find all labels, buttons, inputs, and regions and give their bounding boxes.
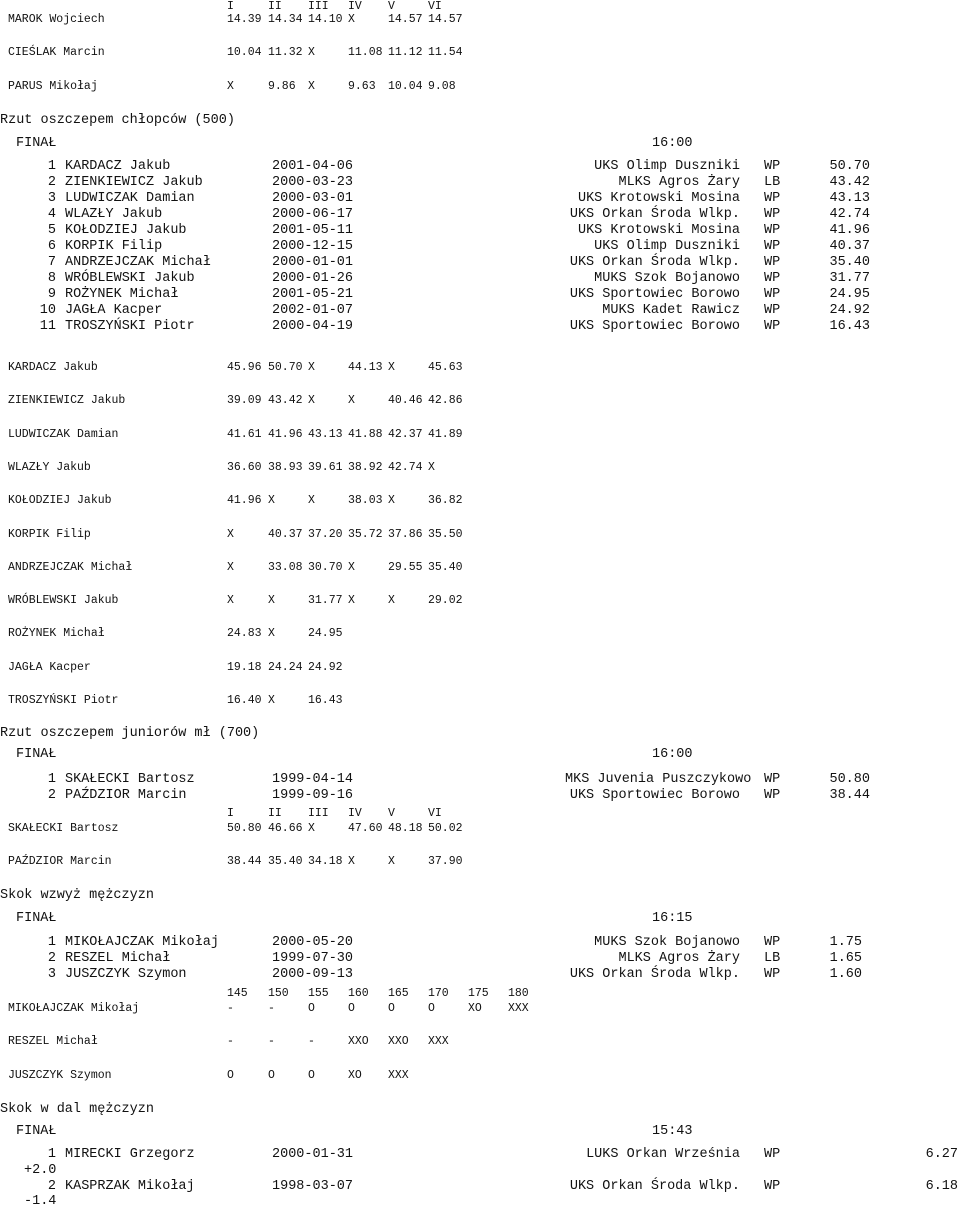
athlete-name: JUSZCZYK Szymon xyxy=(8,1069,112,1082)
height-attempt: XXX xyxy=(388,1069,409,1082)
place: 8 xyxy=(47,271,56,286)
result-value: 1.60 xyxy=(829,967,862,982)
place: 2 xyxy=(47,175,56,190)
club-name: UKS Orkan Środa Wlkp. xyxy=(569,967,740,982)
athlete-name: KOŁODZIEJ Jakub xyxy=(8,494,112,507)
place: 10 xyxy=(39,303,56,318)
attempt-5: 11.12 xyxy=(388,46,423,59)
attempt-2: 43.42 xyxy=(268,394,303,407)
place: 1 xyxy=(47,1147,56,1162)
attempt-3: 43.13 xyxy=(308,428,343,441)
club-name: UKS Sportowiec Borowo xyxy=(569,287,740,302)
birth-date: 1999-09-16 xyxy=(272,788,354,803)
event-title: Rzut oszczepem chłopców (500) xyxy=(0,113,235,128)
height-header: 155 xyxy=(308,987,329,1000)
height-attempt: O xyxy=(428,1002,435,1015)
athlete-name: ANDRZEJCZAK Michał xyxy=(8,561,133,574)
attempt-5: 42.74 xyxy=(388,461,423,474)
attempt-2: 40.37 xyxy=(268,528,303,541)
birth-date: 1999-04-14 xyxy=(272,772,354,787)
place: 6 xyxy=(47,239,56,254)
attempt-4: 41.88 xyxy=(348,428,383,441)
club-name: UKS Olimp Duszniki xyxy=(594,159,740,174)
club-name: MLKS Agros Żary xyxy=(618,175,740,190)
attempt-6: 45.63 xyxy=(428,361,463,374)
athlete-name: KORPIK Filip xyxy=(8,528,91,541)
attempt-3: 31.77 xyxy=(308,594,343,607)
attempt-1: 24.83 xyxy=(227,627,262,640)
attempt-5: X xyxy=(388,594,395,607)
attempt-1: X xyxy=(227,80,234,93)
attempt-5: 37.86 xyxy=(388,528,423,541)
attempt-header-VI: VI xyxy=(428,0,442,13)
result-value: 24.95 xyxy=(829,287,870,302)
place: 2 xyxy=(47,788,56,803)
athlete-name: ANDRZEJCZAK Michał xyxy=(65,255,211,270)
region-code: WP xyxy=(764,788,781,803)
club-name: UKS Sportowiec Borowo xyxy=(569,319,740,334)
birth-date: 2000-03-01 xyxy=(272,191,354,206)
wind-value: +2.0 xyxy=(24,1163,57,1178)
attempt-4: 38.92 xyxy=(348,461,383,474)
attempt-4: X xyxy=(348,855,355,868)
attempt-6: 9.08 xyxy=(428,80,456,93)
height-attempt: O xyxy=(308,1069,315,1082)
place: 2 xyxy=(47,951,56,966)
height-header: 165 xyxy=(388,987,409,1000)
attempt-1: 50.80 xyxy=(227,822,262,835)
attempt-3: 39.61 xyxy=(308,461,343,474)
attempt-5: 29.55 xyxy=(388,561,423,574)
athlete-name: LUDWICZAK Damian xyxy=(65,191,195,206)
club-name: LUKS Orkan Września xyxy=(586,1147,740,1162)
attempt-3: X xyxy=(308,822,315,835)
attempt-5: 10.04 xyxy=(388,80,423,93)
attempt-6: 35.50 xyxy=(428,528,463,541)
attempt-1: 10.04 xyxy=(227,46,262,59)
round-label: FINAŁ xyxy=(16,911,57,926)
athlete-name: WLAZŁY Jakub xyxy=(65,207,163,222)
athlete-name: ROŻYNEK Michał xyxy=(65,287,179,302)
attempt-3: 34.18 xyxy=(308,855,343,868)
attempt-5: X xyxy=(388,361,395,374)
athlete-name: JUSZCZYK Szymon xyxy=(65,967,187,982)
round-label: FINAŁ xyxy=(16,136,57,151)
attempt-2: X xyxy=(268,594,275,607)
club-name: UKS Krotowski Mosina xyxy=(577,223,740,238)
attempt-1: 45.96 xyxy=(227,361,262,374)
height-attempt: XXX xyxy=(508,1002,529,1015)
height-attempt: XXO xyxy=(348,1035,369,1048)
attempt-4: 44.13 xyxy=(348,361,383,374)
region-code: WP xyxy=(764,967,781,982)
birth-date: 2000-01-26 xyxy=(272,271,354,286)
result-value: 6.27 xyxy=(925,1147,958,1162)
attempt-4: X xyxy=(348,13,355,26)
attempt-2: 35.40 xyxy=(268,855,303,868)
result-value: 35.40 xyxy=(829,255,870,270)
attempt-1: X xyxy=(227,561,234,574)
region-code: WP xyxy=(764,223,781,238)
athlete-name: KARDACZ Jakub xyxy=(65,159,171,174)
wind-value: -1.4 xyxy=(24,1194,57,1209)
event-title: Skok w dal mężczyzn xyxy=(0,1102,154,1117)
result-value: 50.70 xyxy=(829,159,870,174)
attempt-header-IV: IV xyxy=(348,0,362,13)
attempt-1: 19.18 xyxy=(227,661,262,674)
attempt-3: 14.10 xyxy=(308,13,343,26)
club-name: UKS Orkan Środa Wlkp. xyxy=(569,255,740,270)
attempt-5: 42.37 xyxy=(388,428,423,441)
athlete-name: MAROK Wojciech xyxy=(8,13,105,26)
attempt-2: 41.96 xyxy=(268,428,303,441)
round-time: 16:00 xyxy=(652,136,693,151)
attempt-2: 33.08 xyxy=(268,561,303,574)
attempt-1: 16.40 xyxy=(227,694,262,707)
athlete-name: WLAZŁY Jakub xyxy=(8,461,91,474)
region-code: WP xyxy=(764,1179,781,1194)
attempt-2: 14.34 xyxy=(268,13,303,26)
attempt-4: X xyxy=(348,561,355,574)
attempt-3: 30.70 xyxy=(308,561,343,574)
attempt-3: X xyxy=(308,80,315,93)
birth-date: 2000-09-13 xyxy=(272,967,354,982)
birth-date: 2000-04-19 xyxy=(272,319,354,334)
height-attempt: - xyxy=(227,1002,234,1015)
athlete-name: TROSZYŃSKI Piotr xyxy=(8,694,119,707)
height-header: 170 xyxy=(428,987,449,1000)
place: 5 xyxy=(47,223,56,238)
event-title: Skok wzwyż mężczyzn xyxy=(0,888,154,903)
birth-date: 2000-01-01 xyxy=(272,255,354,270)
club-name: UKS Krotowski Mosina xyxy=(577,191,740,206)
attempt-3: 37.20 xyxy=(308,528,343,541)
height-attempt: XO xyxy=(468,1002,482,1015)
attempt-3: X xyxy=(308,46,315,59)
athlete-name: KORPIK Filip xyxy=(65,239,163,254)
athlete-name: SKAŁECKI Bartosz xyxy=(65,772,195,787)
attempt-header-V: V xyxy=(388,807,395,820)
athlete-name: KOŁODZIEJ Jakub xyxy=(65,223,187,238)
region-code: WP xyxy=(764,271,781,286)
club-name: MUKS Kadet Rawicz xyxy=(602,303,740,318)
attempt-header-IV: IV xyxy=(348,807,362,820)
height-attempt: - xyxy=(268,1002,275,1015)
attempt-1: X xyxy=(227,594,234,607)
athlete-name: PARUS Mikołaj xyxy=(8,80,98,93)
athlete-name: ZIENKIEWICZ Jakub xyxy=(65,175,203,190)
height-header: 145 xyxy=(227,987,248,1000)
region-code: LB xyxy=(764,951,781,966)
region-code: WP xyxy=(764,935,781,950)
height-attempt: O xyxy=(308,1002,315,1015)
athlete-name: TROSZYŃSKI Piotr xyxy=(65,319,195,334)
attempt-6: 29.02 xyxy=(428,594,463,607)
birth-date: 1999-07-30 xyxy=(272,951,354,966)
club-name: UKS Orkan Środa Wlkp. xyxy=(569,1179,740,1194)
attempt-1: 39.09 xyxy=(227,394,262,407)
result-value: 6.18 xyxy=(925,1179,958,1194)
athlete-name: CIEŚLAK Marcin xyxy=(8,46,105,59)
result-value: 16.43 xyxy=(829,319,870,334)
attempt-header-V: V xyxy=(388,0,395,13)
attempt-2: X xyxy=(268,627,275,640)
athlete-name: PAŹDZIOR Marcin xyxy=(65,788,187,803)
attempt-6: 35.40 xyxy=(428,561,463,574)
result-value: 43.42 xyxy=(829,175,870,190)
attempt-2: 9.86 xyxy=(268,80,296,93)
attempt-2: 46.66 xyxy=(268,822,303,835)
height-header: 180 xyxy=(508,987,529,1000)
result-value: 50.80 xyxy=(829,772,870,787)
region-code: WP xyxy=(764,207,781,222)
birth-date: 2001-05-21 xyxy=(272,287,354,302)
attempt-1: 41.61 xyxy=(227,428,262,441)
region-code: WP xyxy=(764,1147,781,1162)
attempt-5: X xyxy=(388,494,395,507)
club-name: UKS Sportowiec Borowo xyxy=(569,788,740,803)
attempt-2: 38.93 xyxy=(268,461,303,474)
height-header: 150 xyxy=(268,987,289,1000)
result-value: 1.75 xyxy=(829,935,862,950)
athlete-name: ROŻYNEK Michał xyxy=(8,627,105,640)
region-code: WP xyxy=(764,287,781,302)
club-name: UKS Olimp Duszniki xyxy=(594,239,740,254)
athlete-name: LUDWICZAK Damian xyxy=(8,428,119,441)
attempt-header-II: II xyxy=(268,807,282,820)
place: 1 xyxy=(47,159,56,174)
attempt-6: 42.86 xyxy=(428,394,463,407)
place: 3 xyxy=(47,191,56,206)
result-value: 41.96 xyxy=(829,223,870,238)
birth-date: 2002-01-07 xyxy=(272,303,354,318)
attempt-1: 38.44 xyxy=(227,855,262,868)
place: 7 xyxy=(47,255,56,270)
attempt-header-VI: VI xyxy=(428,807,442,820)
attempt-header-III: III xyxy=(308,0,329,13)
athlete-name: KASPRZAK Mikołaj xyxy=(65,1179,195,1194)
athlete-name: MIKOŁAJCZAK Mikołaj xyxy=(8,1002,140,1015)
place: 1 xyxy=(47,772,56,787)
birth-date: 1998-03-07 xyxy=(272,1179,354,1194)
result-value: 43.13 xyxy=(829,191,870,206)
height-attempt: - xyxy=(227,1035,234,1048)
result-value: 24.92 xyxy=(829,303,870,318)
round-label: FINAŁ xyxy=(16,747,57,762)
attempt-2: 24.24 xyxy=(268,661,303,674)
attempt-header-III: III xyxy=(308,807,329,820)
birth-date: 2001-04-06 xyxy=(272,159,354,174)
attempt-6: X xyxy=(428,461,435,474)
attempt-4: 9.63 xyxy=(348,80,376,93)
attempt-header-I: I xyxy=(227,807,234,820)
club-name: MUKS Szok Bojanowo xyxy=(594,271,740,286)
attempt-5: 14.57 xyxy=(388,13,423,26)
height-attempt: - xyxy=(268,1035,275,1048)
attempt-6: 41.89 xyxy=(428,428,463,441)
height-attempt: XXO xyxy=(388,1035,409,1048)
athlete-name: JAGŁA Kacper xyxy=(8,661,91,674)
height-attempt: O xyxy=(268,1069,275,1082)
attempt-3: X xyxy=(308,394,315,407)
attempt-6: 14.57 xyxy=(428,13,463,26)
attempt-6: 11.54 xyxy=(428,46,463,59)
height-attempt: O xyxy=(348,1002,355,1015)
place: 4 xyxy=(47,207,56,222)
result-value: 1.65 xyxy=(829,951,862,966)
attempt-6: 37.90 xyxy=(428,855,463,868)
attempt-1: 41.96 xyxy=(227,494,262,507)
region-code: WP xyxy=(764,255,781,270)
region-code: WP xyxy=(764,303,781,318)
attempt-4: 38.03 xyxy=(348,494,383,507)
attempt-4: 11.08 xyxy=(348,46,383,59)
attempt-1: 36.60 xyxy=(227,461,262,474)
height-attempt: O xyxy=(227,1069,234,1082)
attempt-2: X xyxy=(268,694,275,707)
region-code: WP xyxy=(764,191,781,206)
athlete-name: WRÓBLEWSKI Jakub xyxy=(8,594,119,607)
attempt-4: X xyxy=(348,594,355,607)
attempt-4: 47.60 xyxy=(348,822,383,835)
place: 9 xyxy=(47,287,56,302)
attempt-1: X xyxy=(227,528,234,541)
club-name: MLKS Agros Żary xyxy=(618,951,740,966)
place: 2 xyxy=(47,1179,56,1194)
attempt-2: X xyxy=(268,494,275,507)
attempt-5: 48.18 xyxy=(388,822,423,835)
birth-date: 2001-05-11 xyxy=(272,223,354,238)
round-time: 16:15 xyxy=(652,911,693,926)
athlete-name: MIRECKI Grzegorz xyxy=(65,1147,195,1162)
attempt-6: 50.02 xyxy=(428,822,463,835)
height-header: 175 xyxy=(468,987,489,1000)
athlete-name: PAŹDZIOR Marcin xyxy=(8,855,112,868)
athlete-name: JAGŁA Kacper xyxy=(65,303,163,318)
attempt-3: 24.92 xyxy=(308,661,343,674)
height-attempt: XO xyxy=(348,1069,362,1082)
region-code: WP xyxy=(764,239,781,254)
athlete-name: WRÓBLEWSKI Jakub xyxy=(65,271,195,286)
club-name: MKS Juvenia Puszczykowo xyxy=(565,772,752,787)
result-value: 38.44 xyxy=(829,788,870,803)
attempt-3: X xyxy=(308,494,315,507)
athlete-name: MIKOŁAJCZAK Mikołaj xyxy=(65,935,219,950)
place: 3 xyxy=(47,967,56,982)
round-label: FINAŁ xyxy=(16,1124,57,1139)
attempt-header-II: II xyxy=(268,0,282,13)
attempt-4: X xyxy=(348,394,355,407)
attempt-2: 11.32 xyxy=(268,46,303,59)
club-name: MUKS Szok Bojanowo xyxy=(594,935,740,950)
height-attempt: O xyxy=(388,1002,395,1015)
region-code: WP xyxy=(764,159,781,174)
attempt-2: 50.70 xyxy=(268,361,303,374)
club-name: UKS Orkan Środa Wlkp. xyxy=(569,207,740,222)
round-time: 16:00 xyxy=(652,747,693,762)
athlete-name: ZIENKIEWICZ Jakub xyxy=(8,394,126,407)
region-code: LB xyxy=(764,175,781,190)
place: 1 xyxy=(47,935,56,950)
height-attempt: - xyxy=(308,1035,315,1048)
birth-date: 2000-06-17 xyxy=(272,207,354,222)
attempt-4: 35.72 xyxy=(348,528,383,541)
attempt-header-I: I xyxy=(227,0,234,13)
birth-date: 2000-01-31 xyxy=(272,1147,354,1162)
height-attempt: XXX xyxy=(428,1035,449,1048)
region-code: WP xyxy=(764,319,781,334)
athlete-name: KARDACZ Jakub xyxy=(8,361,98,374)
birth-date: 2000-12-15 xyxy=(272,239,354,254)
result-value: 40.37 xyxy=(829,239,870,254)
attempt-3: 24.95 xyxy=(308,627,343,640)
event-title: Rzut oszczepem juniorów mł (700) xyxy=(0,726,260,741)
place: 11 xyxy=(39,319,56,334)
athlete-name: SKAŁECKI Bartosz xyxy=(8,822,119,835)
round-time: 15:43 xyxy=(652,1124,693,1139)
attempt-1: 14.39 xyxy=(227,13,262,26)
attempt-6: 36.82 xyxy=(428,494,463,507)
result-value: 42.74 xyxy=(829,207,870,222)
birth-date: 2000-05-20 xyxy=(272,935,354,950)
result-value: 31.77 xyxy=(829,271,870,286)
athlete-name: RESZEL Michał xyxy=(65,951,171,966)
attempt-3: X xyxy=(308,361,315,374)
region-code: WP xyxy=(764,772,781,787)
height-header: 160 xyxy=(348,987,369,1000)
attempt-5: 40.46 xyxy=(388,394,423,407)
attempt-3: 16.43 xyxy=(308,694,343,707)
attempt-5: X xyxy=(388,855,395,868)
birth-date: 2000-03-23 xyxy=(272,175,354,190)
athlete-name: RESZEL Michał xyxy=(8,1035,98,1048)
